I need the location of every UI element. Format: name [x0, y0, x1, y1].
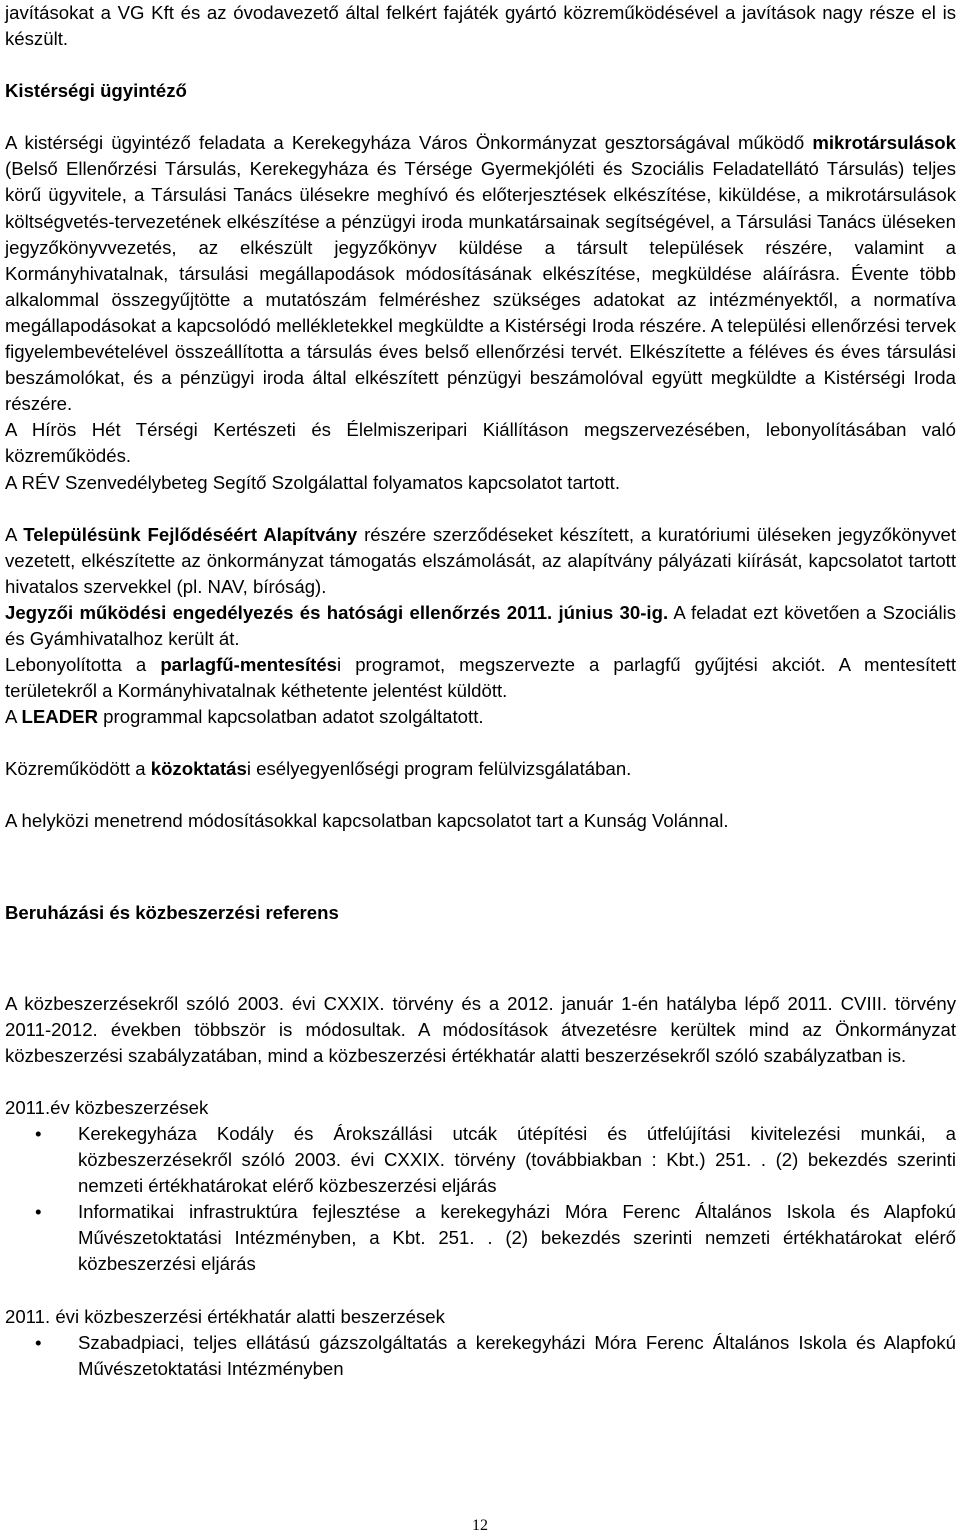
document-page: [5, 0, 956, 1382]
bullet-icon: •: [35, 1331, 42, 1353]
bold-jegyzoi: Jegyzői működési engedélyezés és hatósági ellenőrzés 2011. június 30-ig.: [5, 601, 669, 623]
bullet-icon: •: [35, 1123, 42, 1144]
section-heading-kisteregi-ugyintezo: Kistérségi ügyintéző: [5, 80, 187, 102]
intro-paragraph: javításokat a VG Kft és az óvodavezető által felkért fajáték gyártó közreműködésével a javítások nagy része el is készült.: [5, 2, 956, 50]
text-run: részére szerződéseket készített, a kuratóriumi üléseken jegyzőkönyvet vezetett, elkészítette az önkormányzat támogatás elszámolását, az alapítvány pályázati kiírását, kapcsolatot tartott hivatalos szervekkel (pl. NAV, bíróság).: [5, 523, 957, 597]
text-run: A kistérségi ügyintéző feladata a Kerekegyháza Város Önkormányzat gesztorságával működő: [5, 132, 813, 154]
kisteregi-paragraph-4: [5, 522, 956, 600]
kisteregi-paragraph-9: A helyközi menetrend módosításokkal kapcsolatban kapcsolatot tart a Kunság Volánnal.: [5, 810, 729, 832]
list1-title: 2011.év közbeszerzések: [5, 1096, 209, 1118]
kisteregi-paragraph-7: [5, 704, 956, 730]
page-number: 12: [472, 1517, 488, 1534]
text-run: (Belső Ellenőrzési Társulás, Kerekegyháza és Térsége Gyermekjóléti és Szociális Feladatellátó Társulás) teljes körű ügyvitele, a Társulási Tanács ülésekre meghívó és előterjesztések elkészítése, kiküldése, a mikrotársulások költségvetés-tervezetének elkészítése a pénzügyi iroda munkatársainak segítségével, a Társulási Tanács üléseken jegyzőkönyvvezetés, az elkészült jegyzőkönyv küldése a társult települések részére, valamint a Kormányhivatalnak, társulási megállapodások módosításának elkészítése, megküldése aláírásra. Évente több alkalommal összegyűjtötte a mutatószám felméréshez szükséges adatokat az intézményektől, a normatíva megállapodásokat a kapcsolódó mellékletekkel megküldte a Kistérségi Iroda részére. A települési ellenőrzési tervek figyelembevételével összeállította a társulás éves belső ellenőrzési tervét. Elkészítette a féléves és éves társulási beszámolókat, és a pénzügyi iroda által elkészített pénzügyi beszámolóval együtt megküldte a Kistérségi Iroda részére.: [5, 158, 956, 415]
list-item: [5, 1121, 956, 1199]
list-beszerzesek-2011: [5, 1330, 956, 1382]
text-run: A: [5, 523, 24, 545]
list-item-text: Informatikai infrastruktúra fejlesztése a kerekegyházi Móra Ferenc Általános Iskola és Alapfokú Művészetoktatási Intézményben, a Kbt. 251. . (2) bekezdés szerinti nemzeti értékhatárokat elérő közbeszerzési eljárás: [78, 1201, 956, 1275]
bold-parlagfu: parlagfű-mentesítés: [160, 654, 337, 676]
bullet-icon: •: [35, 1201, 42, 1223]
list-kozbeszerzesek-2011: [5, 1121, 956, 1278]
kisteregi-paragraph-6: [5, 652, 956, 704]
list-item-text: Kerekegyháza Kodály és Árokszállási utcák útépítési és útfelújítási kivitelezési munkái, a közbeszerzésekről szóló 2003. évi CXXIX. törvény (továbbiakban : Kbt.) 251. . (2) bekezdés szerinti nemzeti értékhatárokat elérő közbeszerzési eljárás: [78, 1123, 956, 1197]
list-item: [5, 1330, 956, 1382]
kisteregi-paragraph-5: [5, 600, 956, 652]
section-heading-beruhazasi: Beruházási és közbeszerzési referens: [5, 901, 339, 923]
bold-alapitvany: Településünk Fejlődéséért Alapítvány: [23, 523, 358, 545]
text-run: Lebonyolította a: [5, 654, 161, 676]
text-run: i programot, megszervezte a parlagfű gyűjtési akciót. A mentesített területekről a Kormányhivatalnak kéthetente jelentést küldött.: [5, 654, 956, 702]
text-run: A feladat ezt követően a Szociális és Gyámhivatalhoz került át.: [5, 601, 957, 649]
list-item-text: Szabadpiaci, teljes ellátású gázszolgáltatás a kerekegyházi Móra Ferenc Általános Iskola és Alapfokú Művészetoktatási Intézményben: [78, 1331, 956, 1379]
list2-title: 2011. évi közbeszerzési értékhatár alatti beszerzések: [5, 1305, 445, 1327]
text-run: i esélyegyenlőségi program felülvizsgálatában.: [246, 758, 632, 780]
text-run: Közreműködött a: [5, 758, 151, 780]
kisteregi-paragraph-3: A RÉV Szenvedélybeteg Segítő Szolgálattal folyamatos kapcsolatot tartott.: [5, 471, 620, 493]
kisteregi-paragraph-8: [5, 756, 956, 782]
text-run: A: [5, 706, 22, 728]
bold-leader: LEADER: [21, 706, 98, 728]
beruhazasi-paragraph-1: A közbeszerzésekről szóló 2003. évi CXXIX. törvény és a 2012. január 1-én hatályba lépő 2011. CVIII. törvény 2011-2012. években többször is módosultak. A módosítások átvezetésre kerültek mind az Önkormányzat közbeszerzési szabályzatában, mind a közbeszerzési értékhatár alatti beszerzésekről szóló szabályzatban is.: [5, 992, 956, 1066]
kisteregi-paragraph-2: A Hírös Hét Térségi Kertészeti és Élelmiszeripari Kiállításon megszervezésében, lebonyolításában való közreműködés.: [5, 419, 956, 467]
text-run: programmal kapcsolatban adatot szolgáltatott.: [98, 706, 484, 728]
bold-mikrotarsulasok: mikrotársulások: [812, 132, 956, 154]
bold-kozoktatas: közoktatás: [150, 758, 247, 780]
kisteregi-paragraph-1: [5, 130, 956, 417]
list-item: [5, 1199, 956, 1277]
